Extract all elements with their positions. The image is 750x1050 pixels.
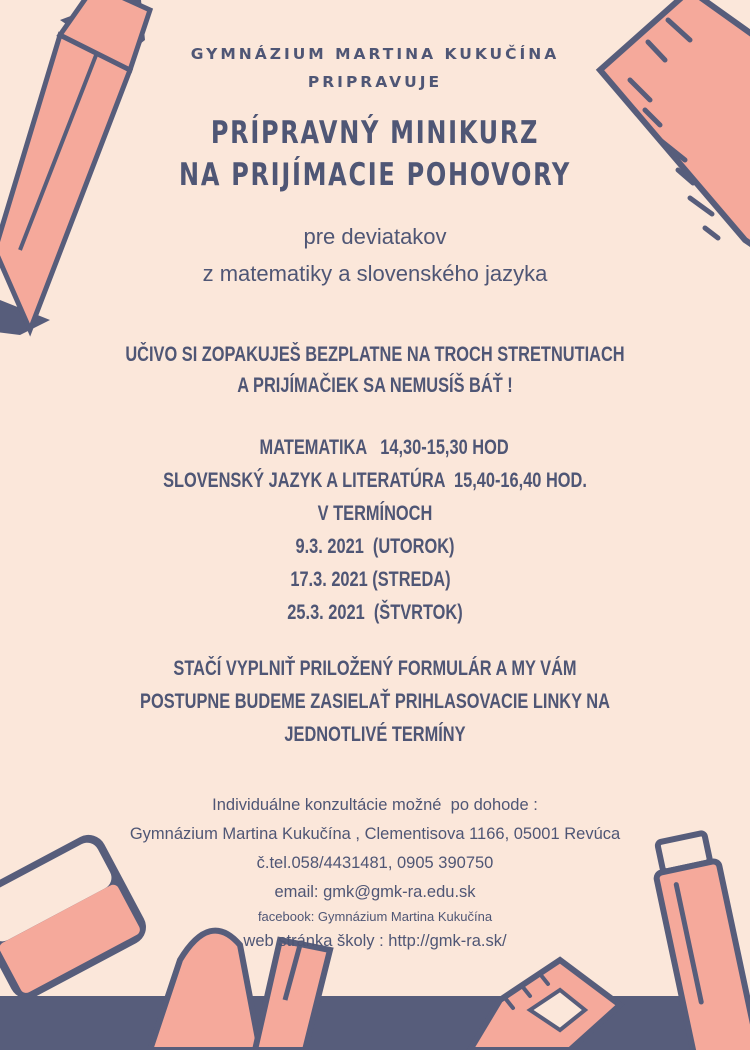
page-title xyxy=(53,112,698,196)
subtitle-line-2: z matematiky a slovenského jazyka xyxy=(202,261,548,286)
signup-line-1: STAČÍ VYPLNIŤ PRILOŽENÝ FORMULÁR A MY VÁM xyxy=(173,657,577,680)
schedule-math: MATEMATIKA 14,30-15,30 HOD xyxy=(241,436,509,459)
consult-text: Individuálne konzultácie možné po dohode : xyxy=(212,796,538,814)
school-name: GYMNÁZIUM MARTINA KUKUČÍNA xyxy=(190,45,560,63)
schedule xyxy=(83,431,668,629)
subtitle xyxy=(0,218,750,292)
prepares-label: PRIPRAVUJE xyxy=(307,73,443,91)
signup-line-2: POSTUPNE BUDEME ZASIELAŤ PRIHLASOVACIE LINKY NA xyxy=(140,690,610,713)
term-date: 9.3. 2021 (UTOROK) xyxy=(295,535,455,558)
signup-line-3: JEDNOTLIVÉ TERMÍNY xyxy=(284,723,466,746)
terms-heading: V TERMÍNOCH xyxy=(317,502,433,525)
bottom-band xyxy=(0,996,750,1050)
contact-info xyxy=(0,791,750,956)
schedule-slovak: SLOVENSKÝ JAZYK A LITERATÚRA 15,40-16,40 HOD. xyxy=(163,469,587,492)
title-line-2: NA PRIJÍMACIE POHOVORY xyxy=(179,157,571,193)
term-date: 17.3. 2021 (STREDA) xyxy=(290,568,460,591)
promo-line-1: UČIVO SI ZOPAKUJEŠ BEZPLATNE NA TROCH STRETNUTIACH xyxy=(125,343,625,366)
email-address: email: gmk@gmk-ra.edu.sk xyxy=(274,883,476,901)
promo-text xyxy=(83,339,668,401)
school-address: Gymnázium Martina Kukučína , Clementisova 1166, 05001 Revúca xyxy=(129,825,621,843)
website-url: web stránka školy : http://gmk-ra.sk/ xyxy=(243,932,507,950)
term-date: 25.3. 2021 (ŠTVRTOK) xyxy=(287,601,463,624)
promo-line-2: A PRIJÍMAČIEK SA NEMUSÍŠ BÁŤ ! xyxy=(237,374,513,397)
subtitle-line-1: pre deviatakov xyxy=(303,224,447,249)
title-line-1: PRÍPRAVNÝ MINIKURZ xyxy=(210,115,540,151)
signup-info xyxy=(83,652,668,751)
header xyxy=(0,40,750,96)
phone-numbers: č.tel.058/4431481, 0905 390750 xyxy=(256,854,494,872)
facebook-page: facebook: Gymnázium Martina Kukučína xyxy=(257,909,493,924)
